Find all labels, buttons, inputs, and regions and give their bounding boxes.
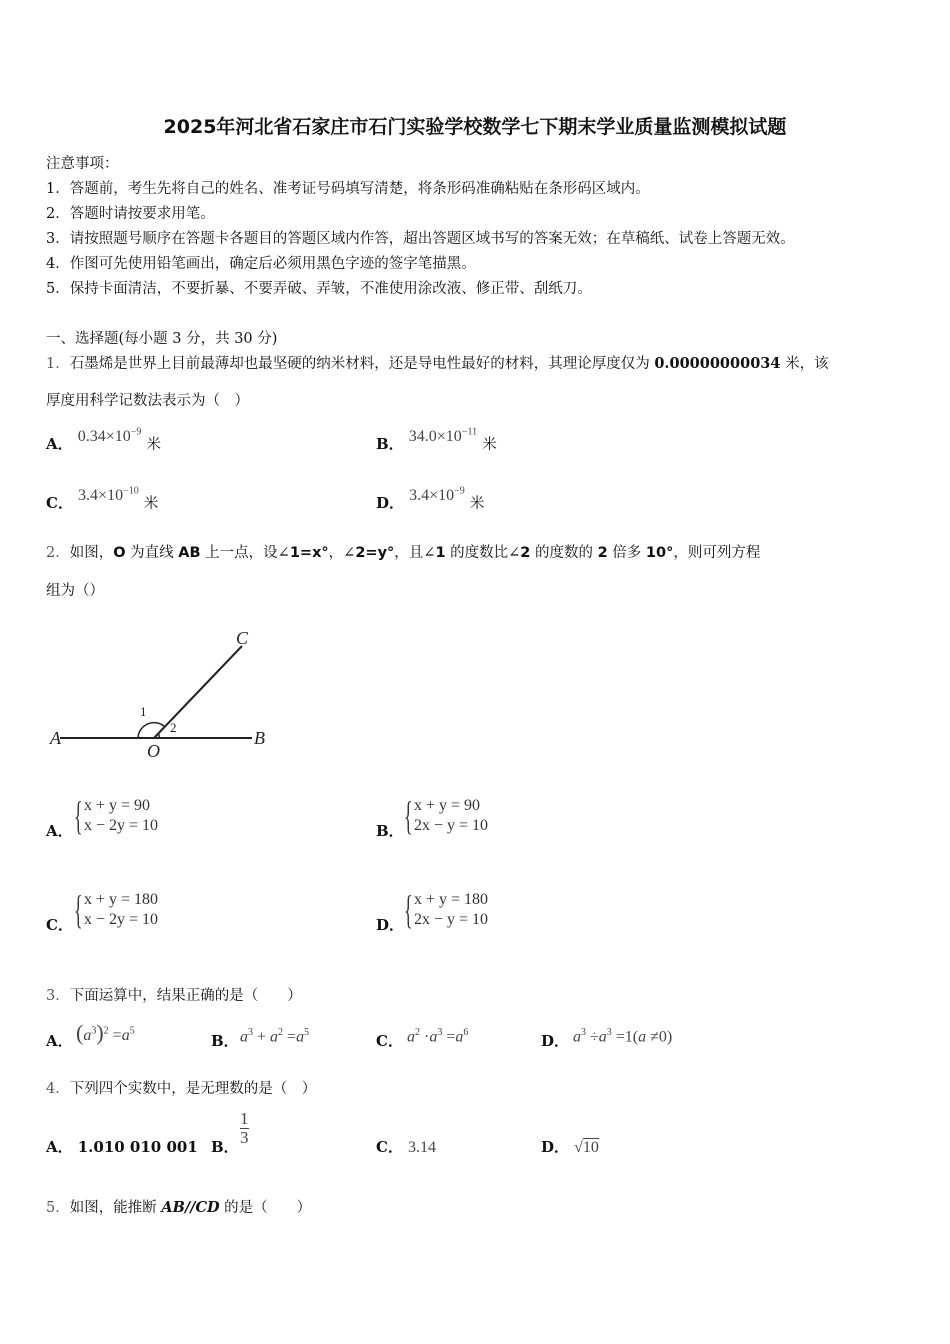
- question-1-line1: 1．石墨烯是世界上目前最薄却也最坚硬的纳米材料，还是导电性最好的材料，其理论厚度仅为 0.00000000034 米，该: [46, 355, 829, 372]
- fraction-one-third: $\frac{1}{3}$: [240, 1109, 249, 1147]
- question-number: 5．: [46, 1200, 70, 1216]
- label-angle-1: 1: [140, 704, 147, 719]
- option-a[interactable]: A． 1.010 010 001: [46, 1138, 198, 1156]
- question-2-line1: 2．如图，O 为直线 AB 上一点，设∠1=x°，∠2=y°，且∠1 的度数比∠2 的度数的 2 倍多 10°，则可列方程: [46, 545, 761, 561]
- question-number: 1．: [46, 356, 70, 372]
- option-a[interactable]: A．: [46, 1032, 73, 1050]
- question-number: 3．: [46, 988, 70, 1004]
- question-5: 5．如图，能推断 AB//CD 的是（ ）: [46, 1199, 312, 1216]
- notice-item: 1．答题前，考生先将自己的姓名、准考证号码填写清楚，将条形码准确粘贴在条形码区域内。: [46, 181, 650, 197]
- notice-heading: 注意事项：: [46, 156, 119, 172]
- option-b[interactable]: B．: [376, 822, 404, 840]
- angle-figure: [46, 620, 276, 765]
- equation-system: { x + y = 180 2x − y = 10: [404, 887, 489, 932]
- option-value: 1.010 010 001: [77, 1138, 198, 1156]
- question-1-line2: 厚度用科学记数法表示为（ ）: [46, 393, 249, 409]
- option-c[interactable]: C． $3.4\times 10^{-10}$ 米: [46, 485, 159, 512]
- option-expression: $a^2 \cdot a^3 =a^6$: [407, 1027, 469, 1046]
- label-angle-2: 2: [170, 720, 177, 735]
- option-c[interactable]: C．: [376, 1032, 403, 1050]
- option-expression: $3.4\times 10^{-9}$: [409, 485, 465, 504]
- notice-item: 4．作图可先使用铅笔画出，确定后必须用黑色字迹的签字笔描黑。: [46, 256, 476, 272]
- question-3: 3．下面运算中，结果正确的是（ ）: [46, 988, 302, 1004]
- equation-system: { x + y = 90 2x − y = 10: [404, 793, 489, 838]
- option-c[interactable]: C．: [46, 916, 73, 934]
- option-expression: $a^3 + a^2 =a^5$: [240, 1027, 310, 1046]
- question-number: 2．: [46, 545, 70, 561]
- option-expression: $34.0\times 10^{-11}$: [408, 426, 478, 445]
- option-expression: $0.34\times 10^{-9}$: [77, 426, 142, 445]
- option-value: 3.14: [408, 1139, 437, 1156]
- option-b[interactable]: B．: [211, 1138, 239, 1156]
- option-a[interactable]: A．: [46, 822, 73, 840]
- option-a[interactable]: A． $0.34\times 10^{-9}$ 米: [46, 426, 161, 453]
- notice-item: 2．答题时请按要求用笔。: [46, 206, 215, 222]
- option-d[interactable]: D．: [376, 916, 405, 934]
- equation-system: { x + y = 90 x − 2y = 10: [74, 793, 159, 838]
- label-a: A: [50, 728, 61, 748]
- option-expression: $(a^3)^2 =a^5$: [76, 1020, 135, 1045]
- thickness-value: 0.00000000034: [654, 355, 781, 372]
- option-c[interactable]: C． 3.14: [376, 1138, 437, 1156]
- option-d[interactable]: D． √10: [541, 1138, 599, 1156]
- option-expression: $3.4\times 10^{-10}$: [78, 485, 139, 504]
- option-d[interactable]: D． $3.4\times 10^{-9}$ 米: [376, 485, 485, 512]
- label-c: C: [236, 628, 249, 648]
- question-number: 4．: [46, 1081, 70, 1097]
- label-o: O: [147, 741, 160, 761]
- ray-oc: [154, 646, 242, 738]
- option-b[interactable]: B． $34.0\times 10^{-11}$ 米: [376, 426, 497, 453]
- option-expression: $a^3 \div a^3 =1(a \ne 0)$: [573, 1027, 673, 1046]
- option-d[interactable]: D．: [541, 1032, 570, 1050]
- equation-system: { x + y = 180 x − 2y = 10: [74, 887, 159, 932]
- label-b: B: [254, 728, 265, 748]
- sqrt-expression: √10: [574, 1139, 599, 1156]
- question-4: 4．下列四个实数中，是无理数的是（ ）: [46, 1081, 317, 1097]
- question-2-line2: 组为（）: [46, 583, 104, 599]
- page-title: 2025年河北省石家庄市石门实验学校数学七下期末学业质量监测模拟试题: [163, 116, 787, 138]
- option-b[interactable]: B．: [211, 1032, 239, 1050]
- notice-item: 5．保持卡面清洁，不要折暴、不要弄破、弄皱，不准使用涂改液、修正带、刮纸刀。: [46, 281, 592, 297]
- notice-item: 3．请按照题号顺序在答题卡各题目的答题区域内作答，超出答题区域书写的答案无效；在草稿纸、试卷上答题无效。: [46, 231, 795, 247]
- section-heading: 一、选择题(每小题 3 分，共 30 分): [46, 331, 278, 347]
